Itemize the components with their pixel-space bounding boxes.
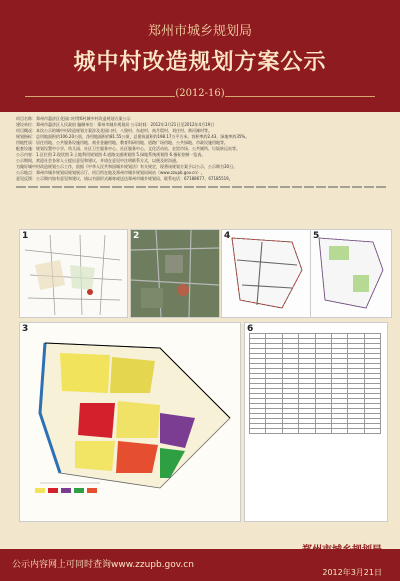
bottom-banner	[0, 549, 400, 581]
map-number: 2	[133, 231, 140, 241]
page-title: 城中村改造规划方案公示	[73, 49, 327, 75]
org-name: 郑州市城乡规划局	[147, 24, 252, 39]
road-plan-graphic	[222, 230, 310, 317]
notice-line: 为做好城中村改造规划公示工作，依据《中华人民共和国城乡规划法》有关规定，现将该规划方案予以公示，公示期为30日。	[16, 164, 238, 169]
map-number: 6	[247, 324, 254, 334]
notice-line: 公示期间，欢迎社会各界人士提出意见和建议，并请在意见中注明联系方式，以便及时沟通。	[16, 158, 180, 163]
green-plan-map	[310, 229, 392, 318]
map-number: 5	[313, 231, 320, 241]
notice-line: 项目概况：本次公示的城中村改造规划方案涉及花园口村、八堡村、东赵村、南月堤村、刘庄村、黄河滩村等。	[16, 128, 212, 133]
indicator-table	[244, 322, 388, 522]
aerial-map	[130, 229, 220, 318]
notice-line: 意见反馈：公示期内如有意见和建议，请以书面形式邮寄或送达郑州市城乡规划局，联系电话：67188677、67185519。	[16, 176, 233, 181]
road-plan-map	[221, 229, 311, 318]
header-banner	[0, 0, 400, 112]
notice-line: 用地性质：居住用地、公共服务设施用地、商业金融用地、教育科研用地、道路广场用地、公共绿地、市政设施用地等。	[16, 140, 228, 145]
indicator-grid	[249, 333, 381, 434]
notice-line: 建设单位：郑州市惠济区人民政府 编制单位：郑州市城乡规划局 公示时间：2012年3月21日至2012年4月19日	[16, 122, 215, 127]
land-use-map	[19, 322, 241, 522]
map-number: 4	[224, 231, 231, 241]
location-map	[19, 229, 128, 318]
notice-line: 公示内容：1.区位图 2.现状图 3.土地利用规划图 4.道路交通规划图 5.绿地系统规划图 6.指标控制一览表。	[16, 152, 206, 157]
aerial-map-graphic	[131, 230, 219, 317]
notice-date: 2012年3月21日	[322, 568, 382, 577]
notice-line: 项目名称：郑州市惠济区花园口村等6村城中村改造规划方案公示	[16, 116, 131, 121]
notice-code: (2012-16)	[175, 88, 225, 99]
map-number: 3	[22, 324, 29, 334]
land-use-graphic	[20, 323, 240, 521]
website-note: 公示内容网上可同时查询www.zzupb.gov.cn	[12, 560, 194, 570]
notice-line: 配套设施：规划设置中小学、幼儿园、社区卫生服务中心、社区服务中心、文化活动站、农贸市场、公共厕所、垃圾转运站等。	[16, 146, 240, 151]
map-number: 1	[22, 231, 29, 241]
text-filler	[16, 186, 386, 188]
notice-line: 规划指标：总用地面积约106.20公顷，净用地面积约81.55公顷，总建筑面积约198.17万平方米，容积率约2.43，绿地率约35%。	[16, 134, 250, 139]
location-map-graphic	[20, 230, 127, 317]
green-plan-graphic	[311, 230, 391, 317]
notice-line: 公示地点：郑州市城乡规划局规划展示厅、项目所在地及郑州市城乡规划局网站（www.zzupb.gov.cn）。	[16, 170, 205, 175]
